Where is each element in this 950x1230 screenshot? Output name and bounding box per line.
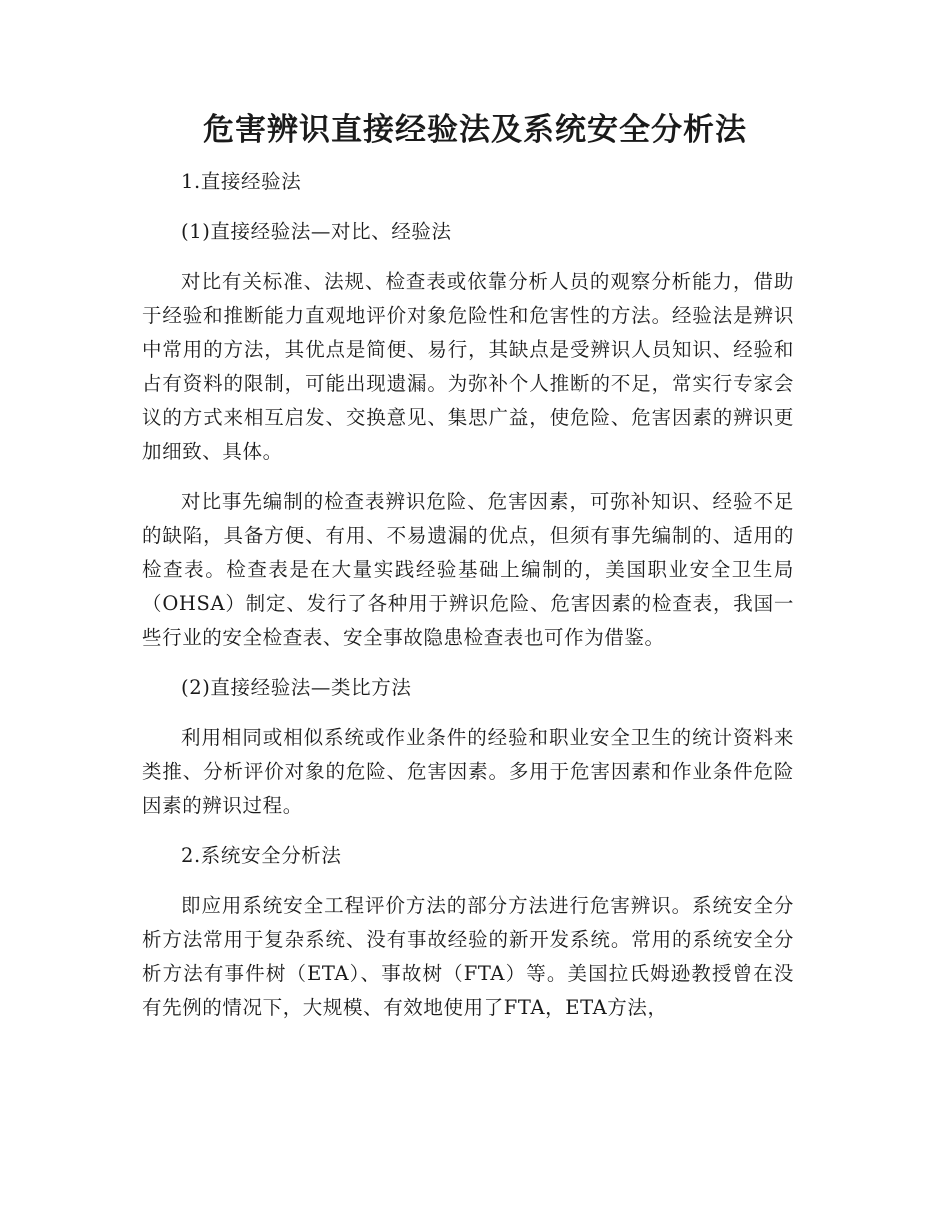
paragraph-system-safety: 即应用系统安全工程评价方法的部分方法进行危害辨识。系统安全分析方法常用于复杂系统、没有事故经验的新开发系统。常用的系统安全分析方法有事件树（ETA）、事故树（FTA）等。美国拉氏姆逊教授曾在没有先例的情况下，大规模、有效地使用了FTA，ETA方法， (142, 894, 794, 1019)
paragraph-checklist: 对比事先编制的检查表辨识危险、危害因素，可弥补知识、经验不足的缺陷，具备方便、有用、不易遗漏的优点，但须有事先编制的、适用的检查表。检查表是在大量实践经验基础上编制的，美国职业安全卫生局（OHSA）制定、发行了各种用于辨识危险、危害因素的检查表，我国一些行业的安全检查表、安全事故隐患检查表也可作为借鉴。 (142, 490, 794, 649)
document-body (142, 165, 794, 1041)
subsection-heading-comparison: (1)直接经验法—对比、经验法 (181, 220, 452, 243)
section-heading-direct-experience: 1.直接经验法 (181, 170, 302, 193)
paragraph-analogy-method: 利用相同或相似系统或作业条件的经验和职业安全卫生的统计资料来类推、分析评价对象的危险、危害因素。多用于危害因素和作业条件危险因素的辨识过程。 (142, 726, 794, 817)
section-heading-system-safety: 2.系统安全分析法 (181, 844, 342, 867)
subsection-heading-analogy: (2)直接经验法—类比方法 (181, 676, 412, 699)
document-title: 危害辨识直接经验法及系统安全分析法 (203, 112, 747, 148)
paragraph-comparison-method: 对比有关标准、法规、检查表或依靠分析人员的观察分析能力，借助于经验和推断能力直观地评价对象危险性和危害性的方法。经验法是辨识中常用的方法，其优点是简便、易行，其缺点是受辨识人员知识、经验和占有资料的限制，可能出现遗漏。为弥补个人推断的不足，常实行专家会议的方式来相互启发、交换意见、集思广益，使危险、危害因素的辨识更加细致、具体。 (142, 270, 794, 463)
